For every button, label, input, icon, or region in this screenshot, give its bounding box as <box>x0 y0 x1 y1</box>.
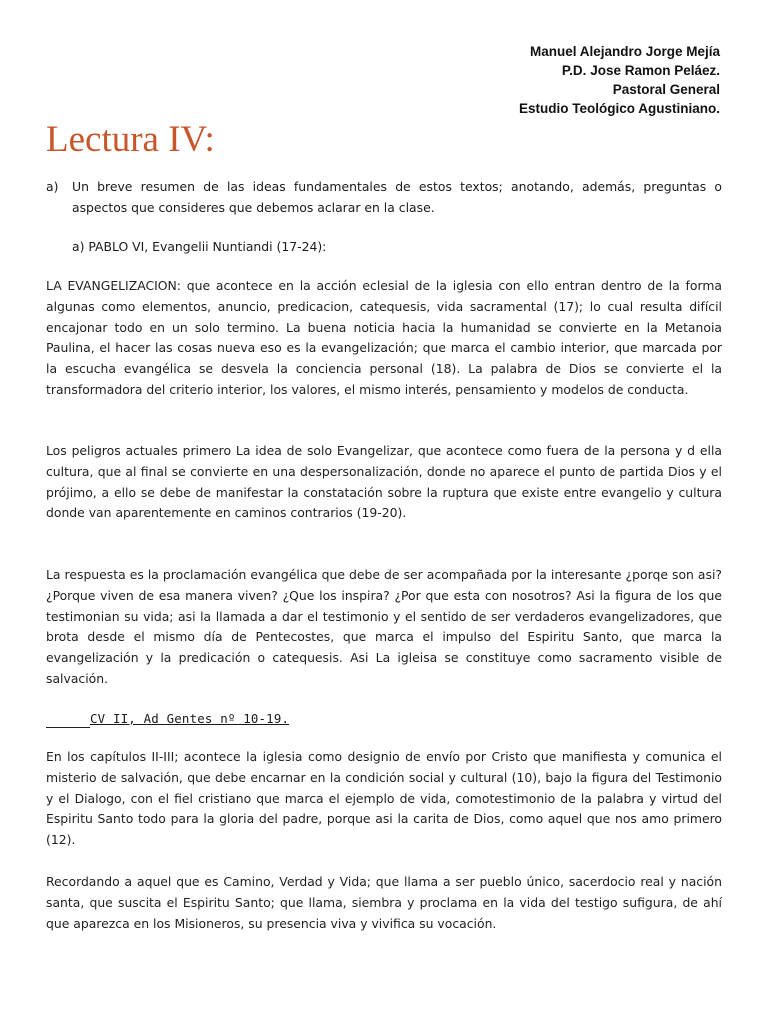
paragraph-evangelizacion: LA EVANGELIZACION: que acontece en la acción eclesial de la iglesia con ello entran dentro de la forma algunas como elementos, anuncio, predicacion, catequesis, vida sacramental (17); lo cual resulta difícil encajonar todo en un solo termino. La buena noticia hacia la humanidad se convierte en la Metanoia Paulina, el hacer las cosas nueva eso es la evangelización; que marca el cambio interior, que marcada por la escucha evangélica se desvela la conciencia personal (18). La palabra de Dios se convierte el la transformadora del criterio interior, los valores, el mismo interés, pensamiento y modelos de conducta. <box>46 278 722 397</box>
institution-name: Estudio Teológico Agustiniano. <box>519 101 720 116</box>
professor-name: P.D. Jose Ramon Peláez. <box>561 63 720 78</box>
section-heading-ad-gentes: CV II, Ad Gentes nº 10-19. <box>90 711 290 726</box>
author-header <box>519 42 720 118</box>
page-title: Lectura IV: <box>46 119 215 160</box>
subquestion-heading: a) PABLO VI, Evangelii Nuntiandi (17-24): <box>72 239 327 254</box>
paragraph-capitulos: En los capítulos II-III; acontece la iglesia como designio de envío por Cristo que manifiesta y comunica el misterio de salvación, que debe encarnar en la condición social y cultural (10), bajo la figura del Testimonio y el Dialogo, con el fiel cristiano que marca el ejemplo de vida, comotestimonio de la palabra y virtud del Espiritu Santo todo para la gloria del padre, porque asi la carita de Dios, como aquel que nos amo primero (12). <box>46 749 722 848</box>
paragraph-recordando: Recordando a aquel que es Camino, Verdad y Vida; que llama a ser pueblo único, sacerdocio real y nación santa, que suscita el Espiritu Santo; que llama, siembra y proclama en la vida del testigo sufigura, de ahí que aparezca en los Misioneros, su presencia viva y vivifica su vocación. <box>46 874 722 931</box>
course-name: Pastoral General <box>612 82 720 97</box>
paragraph-respuesta: La respuesta es la proclamación evangélica que debe de ser acompañada por la interesante ¿porqe son asi? ¿Porque viven de esa manera viven? ¿Que los inspira? ¿Por que esta con nosotros? Asi la figura de los que testimonian su vida; asi la llamada a dar el testimonio y el sentido de ser verdaderos evangelizadores, que brota desde el mismo día de Pentecostes, que marca el impulso del Espiritu Santo, que marca la evangelización y la predicación o catequesis. Asi La igleisa se constituye como sacramento visible de salvación. <box>46 567 722 686</box>
question-text: Un breve resumen de las ideas fundamentales de estos textos; anotando, además, preguntas o aspectos que consideres que debemos aclarar en la clase. <box>72 179 722 215</box>
paragraph-peligros: Los peligros actuales primero La idea de solo Evangelizar, que acontece como fuera de la persona y d ella cultura, que al final se convierte en una despersonalización, donde no aparece el punto de partida Dios y el prójimo, a ello se debe de manifestar la constatación sobre la ruptura que existe entre evangelio y cultura donde van aparentemente en caminos contrarios (19-20). <box>46 443 722 521</box>
author-name: Manuel Alejandro Jorge Mejía <box>529 44 720 59</box>
section-underline-lead <box>46 727 90 728</box>
question-label: a) <box>46 179 59 194</box>
